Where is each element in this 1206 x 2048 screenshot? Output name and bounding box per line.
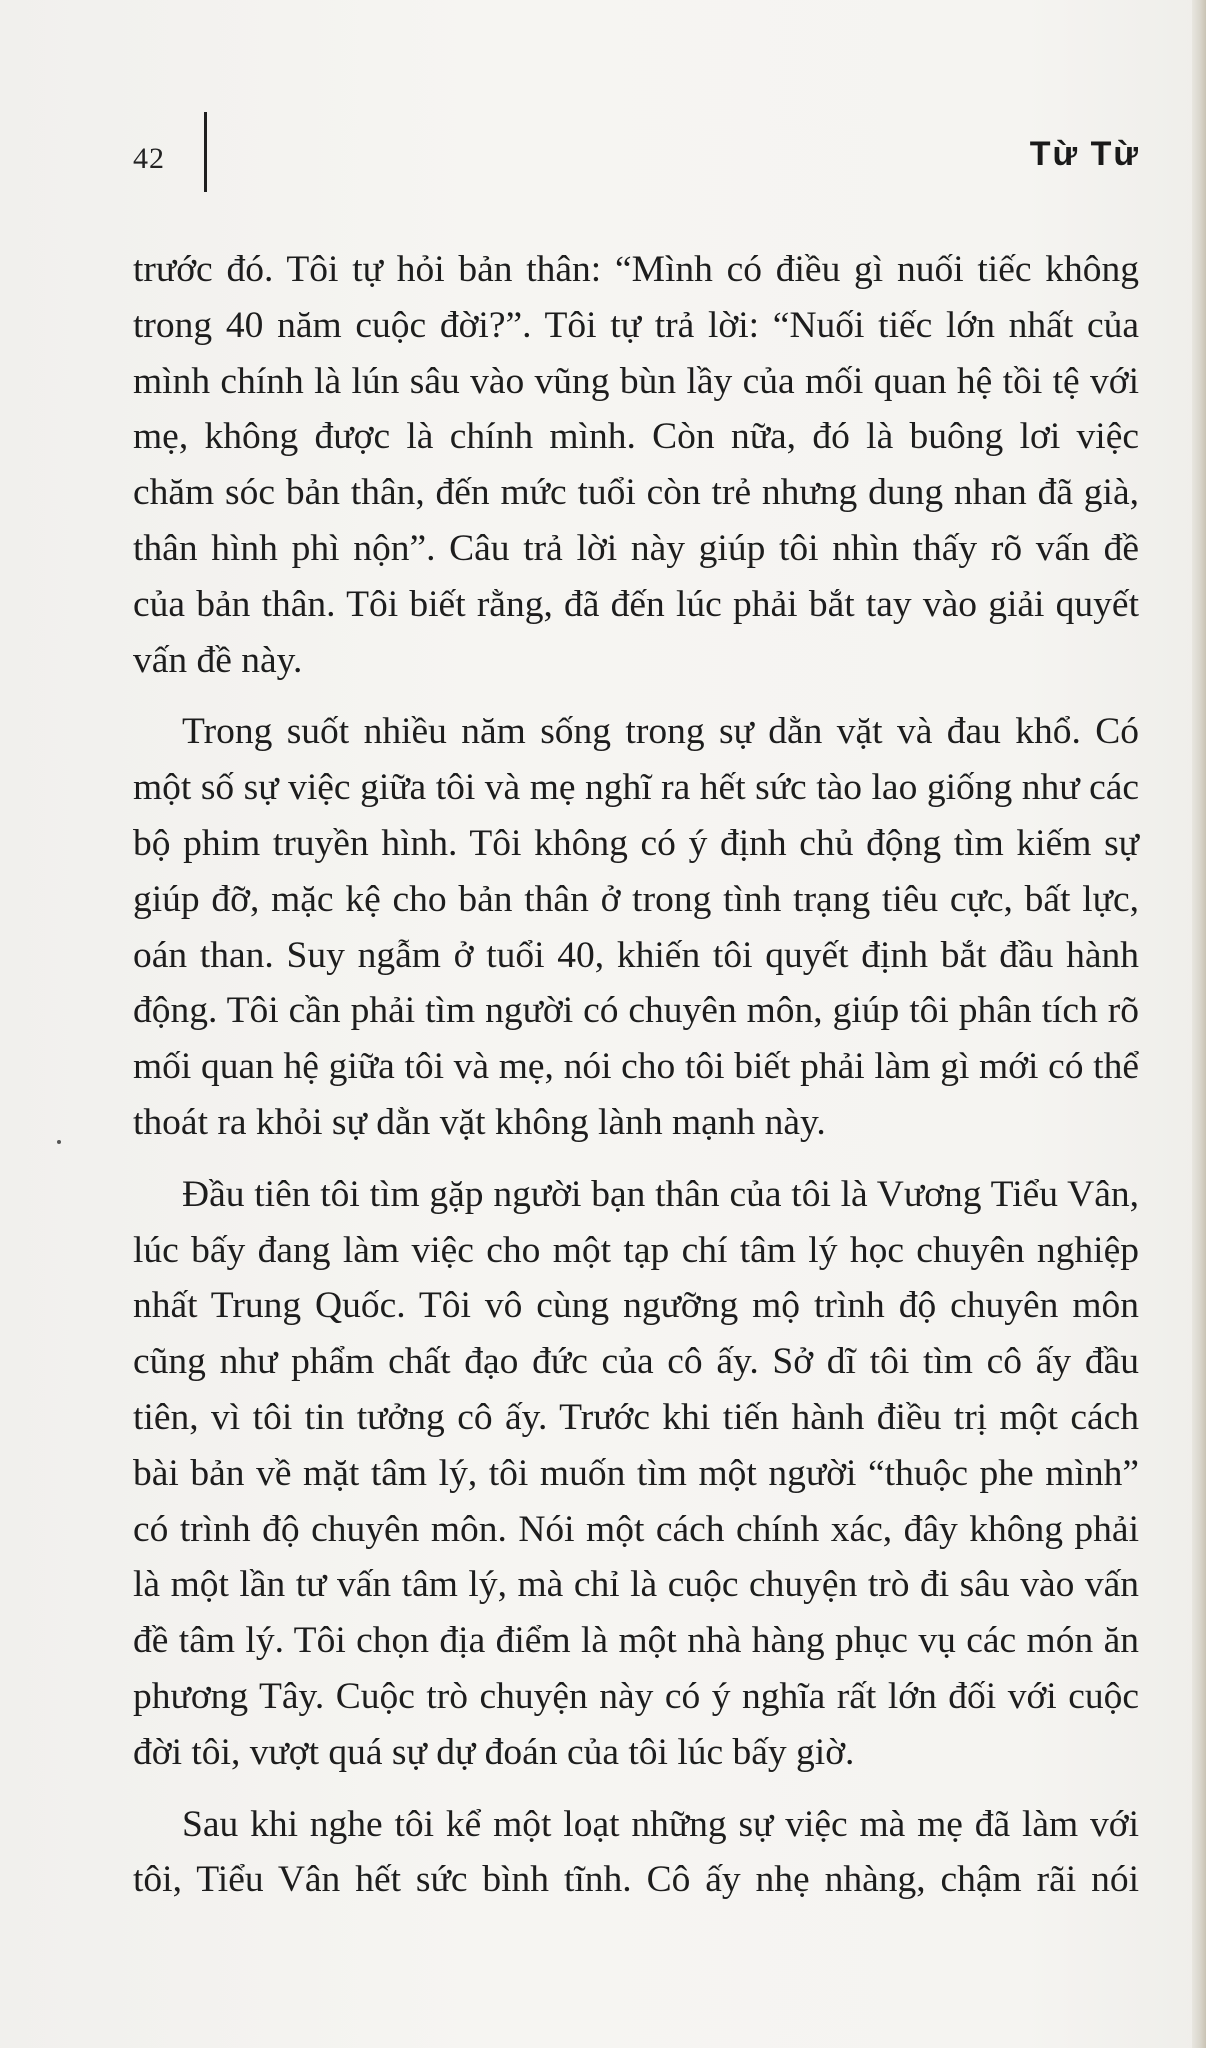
paragraph-3: Đầu tiên tôi tìm gặp người bạn thân của tôi là Vương Tiểu Vân, lúc bấy đang làm việc cho một tạp chí tâm lý học chuyên nghiệp nhất Trung Quốc. Tôi vô cùng ngưỡng mộ trình độ chuyên môn cũng như phẩm chất đạo đức của cô ấy. Sở dĩ tôi tìm cô ấy đầu tiên, vì tôi tin tưởng cô ấy. Trước khi tiến hành điều trị một cách bài bản về mặt tâm lý, tôi muốn tìm một người “thuộc phe mình” có trình độ chuyên môn. Nói một cách chính xác, đây không phải là một lần tư vấn tâm lý, mà chỉ là cuộc chuyện trò đi sâu vào vấn đề tâm lý. Tôi chọn địa điểm là một nhà hàng phục vụ các món ăn phương Tây. Cuộc trò chuyện này có ý nghĩa rất lớn đối với cuộc đời tôi, vượt quá sự dự đoán của tôi lúc bấy giờ. xyxy=(133,1173,1139,1773)
paragraph-1: trước đó. Tôi tự hỏi bản thân: “Mình có điều gì nuối tiếc không trong 40 năm cuộc đời?”. Tôi tự trả lời: “Nuối tiếc lớn nhất của mình chính là lún sâu vào vũng bùn lầy của mối quan hệ tồi tệ với mẹ, không được là chính mình. Còn nữa, đó là buông lơi việc chăm sóc bản thân, đến mức tuổi còn trẻ nhưng dung nhan đã già, thân hình phì nộn”. Câu trả lời này giúp tôi nhìn thấy rõ vấn đề của bản thân. Tôi biết rằng, đã đến lúc phải bắt tay vào giải quyết vấn đề này. xyxy=(133,249,1139,681)
page-edge-shadow xyxy=(1192,0,1206,2048)
paragraph-4: Sau khi nghe tôi kể một loạt những sự việc mà mẹ đã làm với tôi, Tiểu Vân hết sức bình tĩnh. Cô ấy nhẹ nhàng, chậm rãi nói xyxy=(133,1803,1139,1901)
ink-speck xyxy=(57,1140,61,1144)
page-number: 42 xyxy=(133,142,165,175)
paragraph-2: Trong suốt nhiều năm sống trong sự dằn vặt và đau khổ. Có một số sự việc giữa tôi và mẹ nghĩ ra hết sức tào lao giống như các bộ phim truyền hình. Tôi không có ý định chủ động tìm kiếm sự giúp đỡ, mặc kệ cho bản thân ở trong tình trạng tiêu cực, bất lực, oán than. Suy ngẫm ở tuổi 40, khiến tôi quyết định bắt đầu hành động. Tôi cần phải tìm người có chuyên môn, giúp tôi phân tích rõ mối quan hệ giữa tôi và mẹ, nói cho tôi biết phải làm gì mới có thể thoát ra khỏi sự dằn vặt không lành mạnh này. xyxy=(133,711,1139,1143)
page-header xyxy=(0,100,1206,200)
header-divider xyxy=(204,112,207,192)
running-title: Từ Từ xyxy=(1029,135,1140,173)
body-text xyxy=(133,242,1139,1908)
